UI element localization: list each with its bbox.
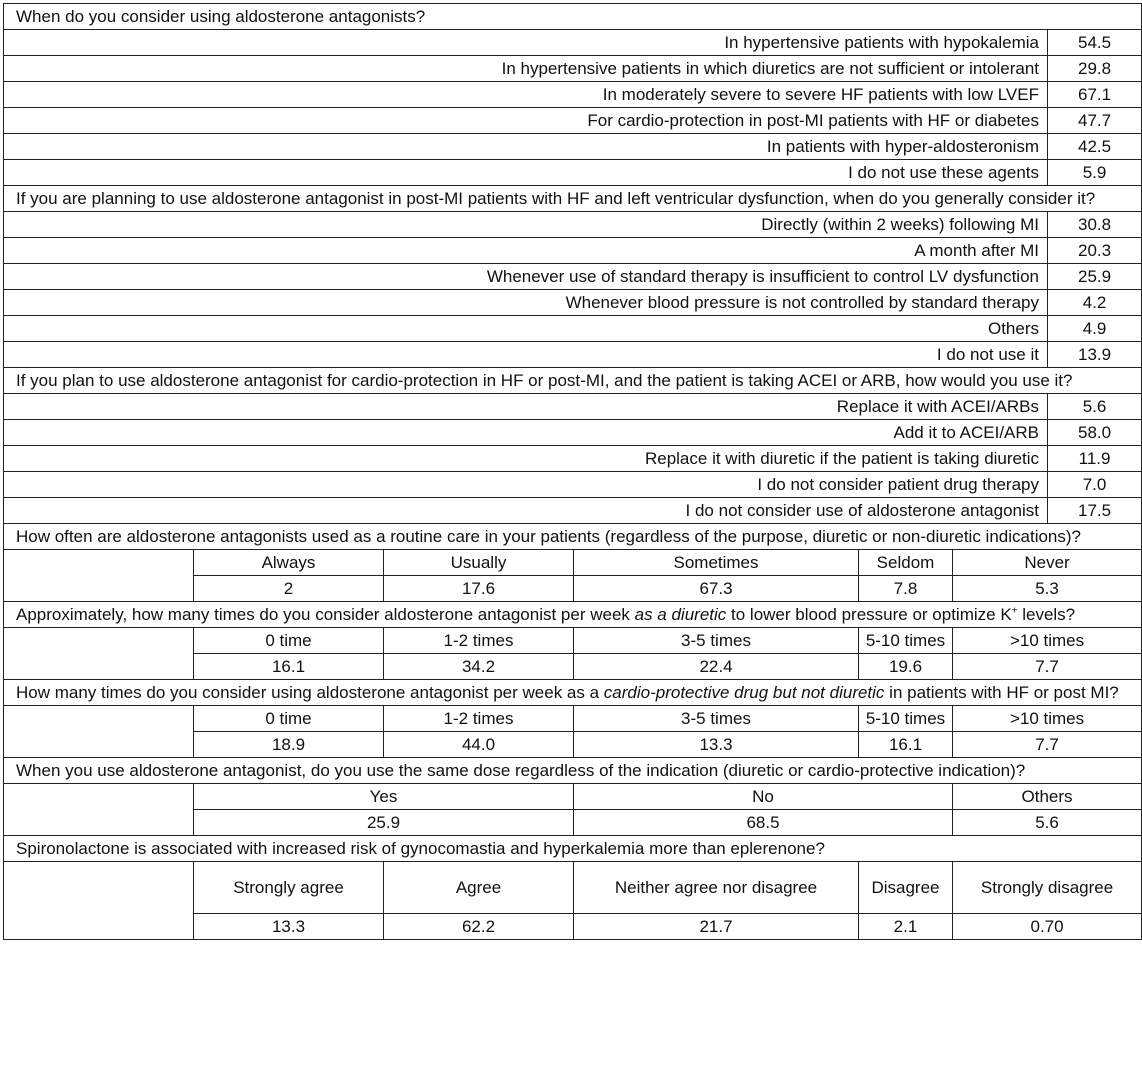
q8-blank-cell <box>4 862 194 940</box>
q1-option-value: 54.5 <box>1048 30 1142 56</box>
q6-value: 16.1 <box>859 732 953 758</box>
q6-value: 7.7 <box>953 732 1142 758</box>
q3-option-value: 11.9 <box>1048 446 1142 472</box>
q8-header: Strongly disagree <box>953 862 1142 914</box>
q7-value: 5.6 <box>953 810 1142 836</box>
q3-option-value: 7.0 <box>1048 472 1142 498</box>
q5-blank-cell <box>4 628 194 680</box>
q7-value: 25.9 <box>194 810 574 836</box>
q3-option-label: I do not consider use of aldosterone antagonist <box>4 498 1048 524</box>
q5-header: 3-5 times <box>574 628 859 654</box>
survey-table <box>3 3 1142 940</box>
q6-header: 1-2 times <box>384 706 574 732</box>
q2-option-label: Directly (within 2 weeks) following MI <box>4 212 1048 238</box>
q8-value: 21.7 <box>574 914 859 940</box>
q2-option-label: I do not use it <box>4 342 1048 368</box>
q5-header: 5-10 times <box>859 628 953 654</box>
q5-question-emphasis: as a diuretic <box>634 605 727 624</box>
q1-option-label: In moderately severe to severe HF patients with low LVEF <box>4 82 1048 108</box>
q1-option-value: 67.1 <box>1048 82 1142 108</box>
q3-option-label: Replace it with ACEI/ARBs <box>4 394 1048 420</box>
q6-question <box>4 680 1142 706</box>
q5-value: 34.2 <box>384 654 574 680</box>
q4-header: Seldom <box>859 550 953 576</box>
q8-value: 2.1 <box>859 914 953 940</box>
q7-question: When you use aldosterone antagonist, do you use the same dose regardless of the indication (diuretic or cardio-protective indication)? <box>4 758 1142 784</box>
q4-header: Usually <box>384 550 574 576</box>
q5-question <box>4 602 1142 628</box>
q1-option-value: 5.9 <box>1048 160 1142 186</box>
q5-question-superscript: + <box>1011 605 1018 617</box>
q8-header: Neither agree nor disagree <box>574 862 859 914</box>
q2-option-value: 20.3 <box>1048 238 1142 264</box>
q5-value: 7.7 <box>953 654 1142 680</box>
q3-option-label: Replace it with diuretic if the patient is taking diuretic <box>4 446 1048 472</box>
q4-value: 5.3 <box>953 576 1142 602</box>
q1-option-label: In hypertensive patients in which diuretics are not sufficient or intolerant <box>4 56 1048 82</box>
q6-header: >10 times <box>953 706 1142 732</box>
q4-header: Always <box>194 550 384 576</box>
q5-question-text-c: levels? <box>1017 605 1076 624</box>
q4-header: Sometimes <box>574 550 859 576</box>
q1-option-label: In patients with hyper-aldosteronism <box>4 134 1048 160</box>
q1-option-label: In hypertensive patients with hypokalemia <box>4 30 1048 56</box>
q1-question: When do you consider using aldosterone antagonists? <box>4 4 1142 30</box>
q7-header: Yes <box>194 784 574 810</box>
q6-question-emphasis: cardio-protective drug but not diuretic <box>603 683 885 702</box>
q3-option-label: I do not consider patient drug therapy <box>4 472 1048 498</box>
q1-option-value: 47.7 <box>1048 108 1142 134</box>
q4-blank-cell <box>4 550 194 602</box>
q5-question-text-a: Approximately, how many times do you consider aldosterone antagonist per week <box>16 605 635 624</box>
q8-value: 0.70 <box>953 914 1142 940</box>
q7-header: No <box>574 784 953 810</box>
q4-header: Never <box>953 550 1142 576</box>
q8-value: 13.3 <box>194 914 384 940</box>
q6-header: 0 time <box>194 706 384 732</box>
q8-value: 62.2 <box>384 914 574 940</box>
q6-question-text-a: How many times do you consider using aldosterone antagonist per week as a <box>16 683 604 702</box>
q5-header: >10 times <box>953 628 1142 654</box>
q2-option-value: 4.9 <box>1048 316 1142 342</box>
q2-option-label: Whenever use of standard therapy is insufficient to control LV dysfunction <box>4 264 1048 290</box>
q8-header: Strongly agree <box>194 862 384 914</box>
q7-value: 68.5 <box>574 810 953 836</box>
q8-header: Disagree <box>859 862 953 914</box>
q4-value: 17.6 <box>384 576 574 602</box>
q3-option-value: 17.5 <box>1048 498 1142 524</box>
q6-blank-cell <box>4 706 194 758</box>
q2-option-label: A month after MI <box>4 238 1048 264</box>
q8-header: Agree <box>384 862 574 914</box>
q5-value: 16.1 <box>194 654 384 680</box>
q3-option-value: 58.0 <box>1048 420 1142 446</box>
q5-value: 22.4 <box>574 654 859 680</box>
q3-option-value: 5.6 <box>1048 394 1142 420</box>
q3-option-label: Add it to ACEI/ARB <box>4 420 1048 446</box>
q4-value: 7.8 <box>859 576 953 602</box>
q1-option-value: 29.8 <box>1048 56 1142 82</box>
q6-value: 44.0 <box>384 732 574 758</box>
q2-option-value: 13.9 <box>1048 342 1142 368</box>
q5-value: 19.6 <box>859 654 953 680</box>
q4-question: How often are aldosterone antagonists used as a routine care in your patients (regardless of the purpose, diuretic or non-diuretic indications)? <box>4 524 1142 550</box>
q5-header: 0 time <box>194 628 384 654</box>
q4-value: 67.3 <box>574 576 859 602</box>
q1-option-label: For cardio-protection in post-MI patients with HF or diabetes <box>4 108 1048 134</box>
q7-header: Others <box>953 784 1142 810</box>
q6-header: 5-10 times <box>859 706 953 732</box>
q6-value: 18.9 <box>194 732 384 758</box>
q2-option-label: Whenever blood pressure is not controlled by standard therapy <box>4 290 1048 316</box>
q5-question-text-b: to lower blood pressure or optimize K <box>726 605 1012 624</box>
q6-value: 13.3 <box>574 732 859 758</box>
q2-option-value: 4.2 <box>1048 290 1142 316</box>
q2-option-value: 30.8 <box>1048 212 1142 238</box>
q6-question-text-b: in patients with HF or post MI? <box>884 683 1119 702</box>
q2-option-label: Others <box>4 316 1048 342</box>
q1-option-label: I do not use these agents <box>4 160 1048 186</box>
q5-header: 1-2 times <box>384 628 574 654</box>
q4-value: 2 <box>194 576 384 602</box>
q2-question: If you are planning to use aldosterone antagonist in post-MI patients with HF and left ventricular dysfunction, when do you generally consider it? <box>4 186 1142 212</box>
q8-question: Spironolactone is associated with increased risk of gynocomastia and hyperkalemia more than eplerenone? <box>4 836 1142 862</box>
q7-blank-cell <box>4 784 194 836</box>
q1-option-value: 42.5 <box>1048 134 1142 160</box>
q6-header: 3-5 times <box>574 706 859 732</box>
q3-question: If you plan to use aldosterone antagonist for cardio-protection in HF or post-MI, and the patient is taking ACEI or ARB, how would you use it? <box>4 368 1142 394</box>
q2-option-value: 25.9 <box>1048 264 1142 290</box>
